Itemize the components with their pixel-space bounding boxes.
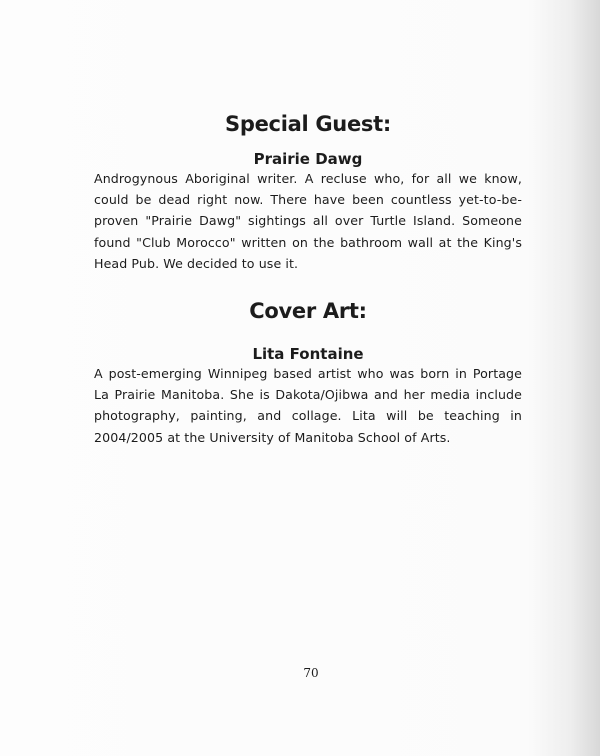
cover-art-name: Lita Fontaine [252,345,364,363]
special-guest-bio: Androgynous Aboriginal writer. A recluse who, for all we know, could be dead right now. There have been countless yet-to-be-proven "Prairie Dawg" sightings all over Turtle Island. Someone found "Club Morocco" written on the bathroom wall at the King's Head Pub. We decided to use it. [94,171,522,271]
special-guest-heading: Special Guest: [225,112,391,136]
special-guest-name: Prairie Dawg [253,150,363,168]
cover-art-bio: A post-emerging Winnipeg based artist who was born in Portage La Prairie Manitoba. She is Dakota/Ojibwa and her media include photography, painting, and collage. Lita will be teaching in 2004/2005 at the University of Manitoba School of Arts. [94,366,522,445]
cover-art-heading: Cover Art: [249,299,367,323]
page-number: 70 [303,666,319,680]
